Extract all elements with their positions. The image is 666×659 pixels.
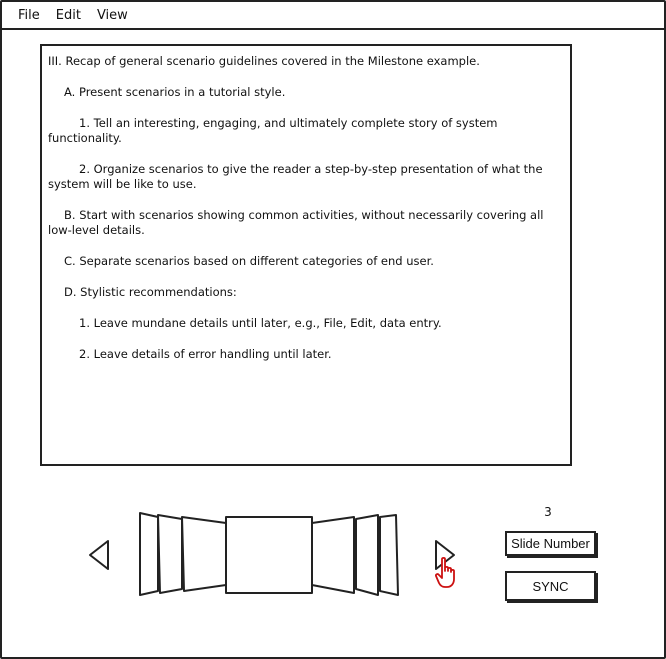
thumbnail-right-3 — [380, 515, 398, 595]
thumbnail-right-1 — [312, 517, 354, 593]
hand-pointer-icon — [434, 556, 460, 590]
sync-button[interactable]: SYNC — [505, 571, 596, 601]
slide-line-7: 1. Leave mundane details until later, e.g., File, Edit, data entry. — [79, 316, 442, 330]
slide-line-6: D. Stylistic recommendations: — [64, 285, 237, 299]
menu-view[interactable]: View — [96, 7, 128, 23]
current-slide-number: 3 — [544, 505, 552, 519]
slide-number-button[interactable]: Slide Number — [505, 531, 596, 556]
thumbnail-right-2 — [356, 515, 378, 595]
slide-line-3: 2. Organize scenarios to give the reader a step-by-step presentation of what the system will be like to use. — [48, 162, 543, 191]
slide-content — [40, 44, 572, 466]
slide-carousel — [132, 505, 402, 600]
menu-bar — [2, 2, 664, 30]
prev-slide-icon[interactable] — [86, 538, 112, 572]
slide-line-0: III. Recap of general scenario guidelines covered in the Milestone example. — [48, 54, 480, 68]
slide-line-2: 1. Tell an interesting, engaging, and ultimately complete story of system functionality. — [48, 116, 498, 145]
slide-line-4: B. Start with scenarios showing common activities, without necessarily covering all low-level details. — [48, 208, 544, 237]
thumbnail-left-1 — [182, 517, 226, 591]
menu-file[interactable]: File — [18, 7, 40, 23]
slide-line-1: A. Present scenarios in a tutorial style. — [64, 85, 286, 99]
menu-edit[interactable]: Edit — [55, 7, 81, 23]
thumbnail-left-3 — [140, 513, 158, 595]
slide-line-5: C. Separate scenarios based on different categories of end user. — [64, 254, 434, 268]
thumbnail-left-2 — [158, 515, 182, 593]
thumbnail-current — [226, 517, 312, 593]
slide-line-8: 2. Leave details of error handling until later. — [79, 347, 332, 361]
